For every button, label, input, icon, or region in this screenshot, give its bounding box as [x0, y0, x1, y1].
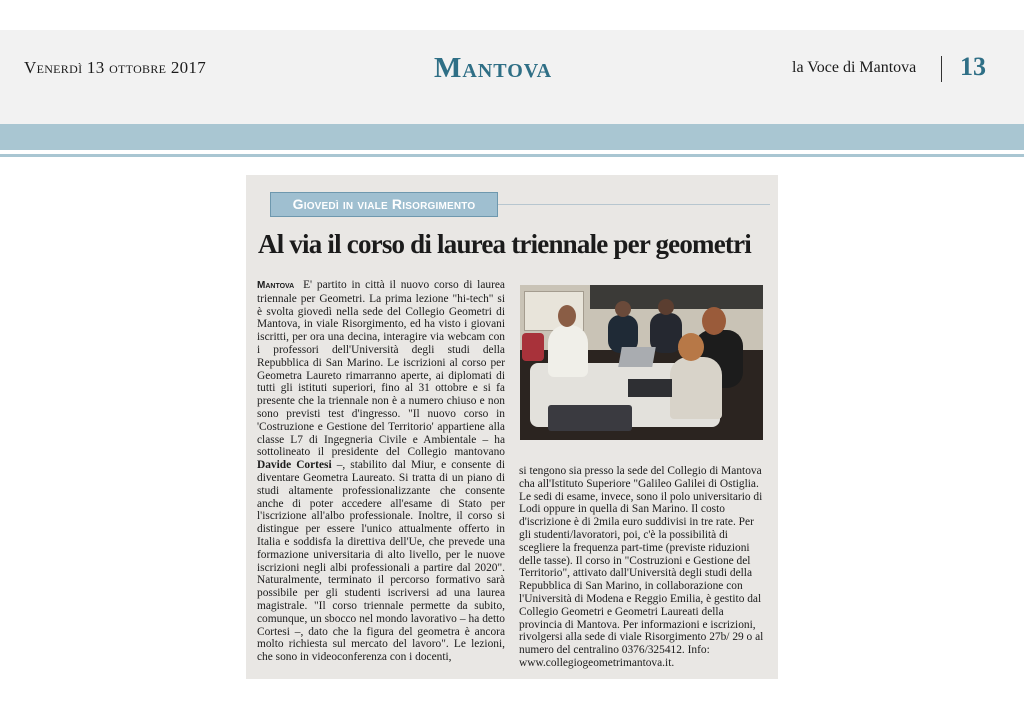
rubric-rule — [498, 204, 770, 205]
article-headline: Al via il corso di laurea triennale per geometri — [258, 229, 752, 259]
article-column-1 — [257, 279, 505, 664]
photo-chair — [522, 333, 544, 361]
masthead-text — [0, 50, 1024, 90]
article-rubric: Giovedì in viale Risorgimento — [270, 192, 498, 217]
article-column-2: si tengono sia presso la sede del Collegio di Mantova cha all'Istituto Superiore "Galileo Galilei di Ostiglia. Le sedi di esame, invece, sono il polo universitario di Lodi oppure in quella di San Marino. Il costo d'iscrizione è di 2mila euro suddivisi in tre rate. Per gli studenti/lavoratori, poi, c'è la possibilità di scegliere la frequenza part-time (previste riduzioni delle tasse). Il corso in "Costruzioni e Gestione del Territorio", attivato dall'Università degli studi della Repubblica di San Marino, in collaborazione con l'Università di Modena e Reggio Emilia, è gestito dal Collegio Geometri e Geometri Laureati della provincia di Mantova. Per informazioni e iscrizioni, rivolgersi alla sede di viale Risorgimento 27b/ 29 o al numero del centralino 0376/325412. Info: www.collegiogeometrimantova.it. — [519, 465, 764, 669]
article-clipping — [246, 175, 778, 679]
issue-date: Venerdì 13 ottobre 2017 — [24, 58, 207, 77]
masthead-separator — [941, 56, 942, 82]
article-photo — [520, 285, 763, 440]
article-text-2: –, stabilito dal Miur, e consente di diventare Geometra Laureato. Si tratta di un piano di studi altamente professionalizzante che consente anche di poter accedere all'esame di Stato per l'iscrizione all'albo professionale. Inoltre, il corso si distingue per essere l'unico attualmente offerto in Italia e soddisfa la direttiva dell'Ue, che prevede una formazione universitaria di alto livello, per le nuove iscrizioni negli albi professionali a partire dal 2020". Naturalmente, terminato il percorso formativo sarà possibile per gli studenti iscriversi ad una laurea magistrale. "Il corso triennale permette da subito, comunque, un sbocco nel mondo lavorativo – ha detto Cortesi –, dato che la figura del geometra è ancora molto richiesta sul mercato del lavoro". Le lezioni, che sono in videoconferenza con i docenti, — [257, 459, 505, 664]
photo-student-2-head — [615, 301, 631, 317]
photo-student-5-head — [678, 333, 704, 361]
section-title: Mantova — [434, 52, 553, 84]
article-text-1: E' partito in città il nuovo corso di laurea triennale per Geometri. La prima lezione "hi-tech" si è svolta giovedì nella sede del Collegio Geometri di Mantova, in viale Risorgimento, ed ha visto i giovani iscritti, per ora una decina, interagire via webcam con i professori dell'Università degli studi della Repubblica di San Marino. Le iscrizioni al corso per Geometra Laureto rimarranno aperte, ai diplomati di tutti gli istituti superiori, fino al 31 ottobre e si fa presente che la triennale non è a numero chiuso e non sono previsti test d'ingresso. "Il nuovo corso in 'Costruzione e Gestione del Territorio' appartiene alla classe L7 di Ingegneria Civile e Ambientale – ha sottolineato il presidente del Collegio mantovano — [257, 279, 505, 459]
newspaper-name: la Voce di Mantova — [792, 59, 917, 76]
page-number: 13 — [960, 52, 986, 81]
photo-laptop-2 — [628, 379, 672, 397]
photo-student-1-head — [558, 305, 576, 327]
photo-student-5 — [670, 357, 722, 419]
photo-keyboard — [548, 405, 632, 431]
photo-student-1 — [548, 325, 588, 377]
photo-student-4-head — [702, 307, 726, 335]
photo-laptop-1 — [618, 347, 656, 367]
photo-student-3-head — [658, 299, 674, 315]
article-kicker: Mantova — [257, 280, 295, 291]
masthead-rule — [0, 154, 1024, 157]
article-name-bold: Davide Cortesi — [257, 459, 332, 472]
masthead-stripe — [0, 124, 1024, 150]
